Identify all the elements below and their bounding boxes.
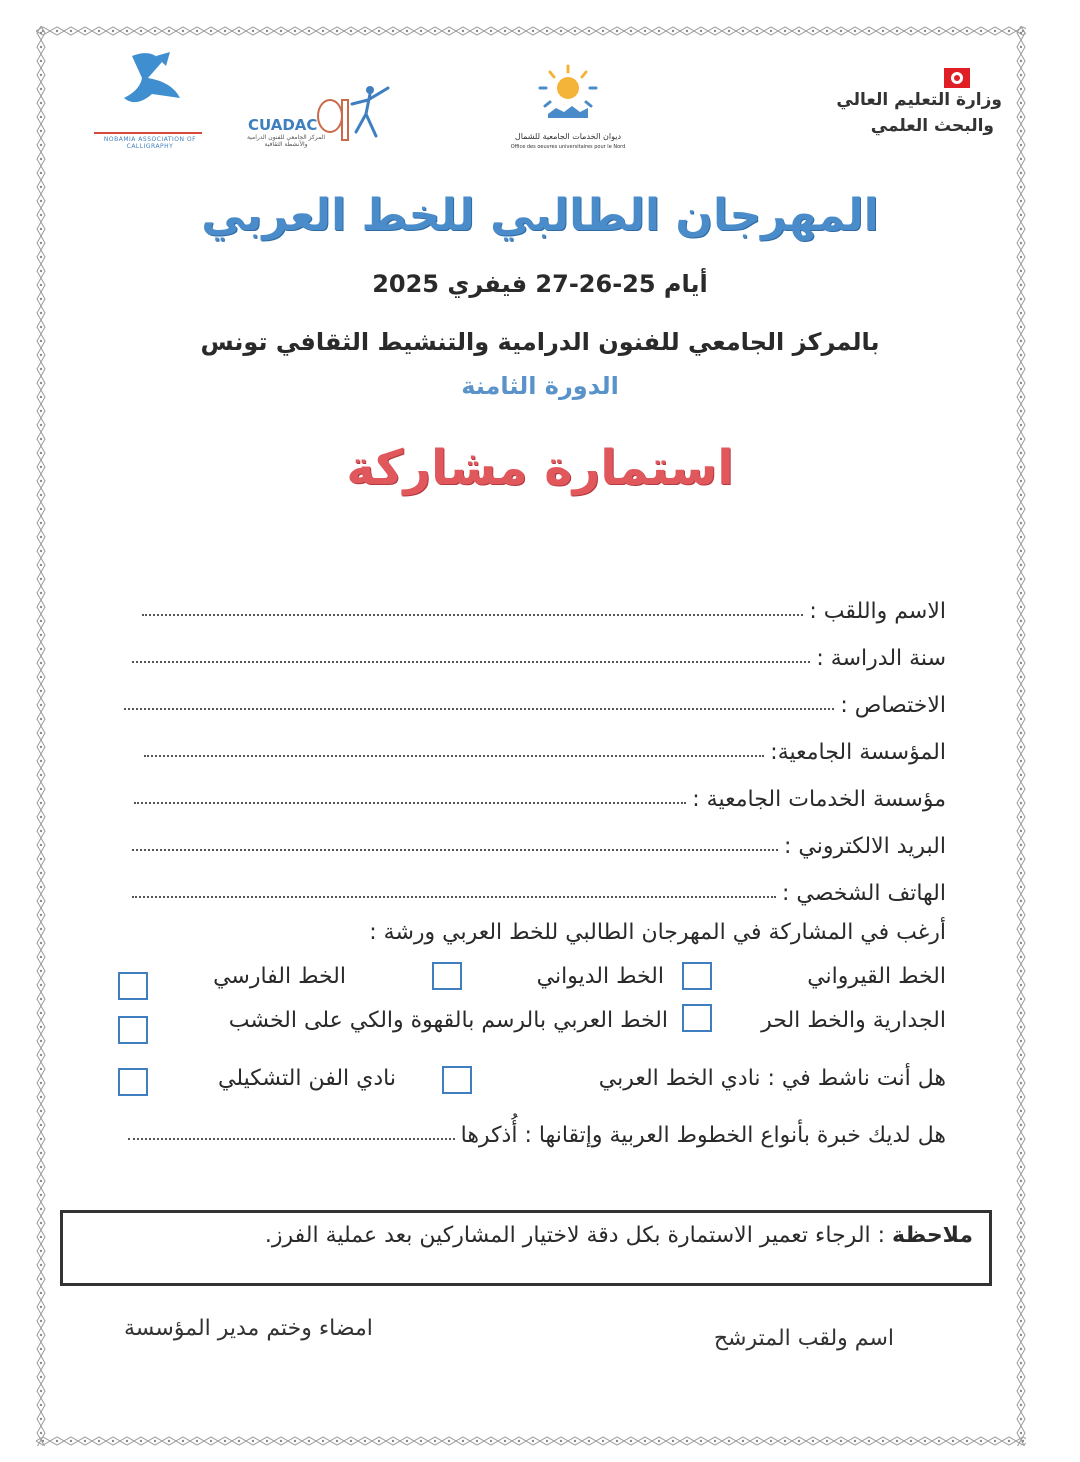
- name-field-line[interactable]: [142, 613, 803, 616]
- office-name-ar: ديوان الخدمات الجامعية للشمال: [514, 132, 622, 141]
- study-year-field-label: سنة الدراسة :: [816, 646, 946, 671]
- email-field-label: البريد الالكتروني :: [783, 834, 946, 859]
- option-diwani-label: الخط الديواني: [536, 964, 664, 989]
- festival-title: المهرجان الطالبي للخط العربي: [201, 190, 879, 241]
- note-label: ملاحظة: [892, 1223, 973, 1248]
- cuadac-name-ar: المركز الجامعي للفنون الدرامية والأنشطة الثقافية: [246, 134, 326, 148]
- option-farsi-label: الخط الفارسي: [213, 964, 346, 989]
- festival-edition: الدورة الثامنة: [461, 372, 619, 400]
- club-fine-art-label: نادي الفن التشكيلي: [217, 1066, 396, 1091]
- phone-field[interactable]: [132, 866, 946, 906]
- festival-venue: بالمركز الجامعي للفنون الدرامية والتنشيط الثقافي تونس: [200, 328, 880, 356]
- sun-icon: [508, 52, 628, 124]
- study-year-field[interactable]: [132, 631, 946, 671]
- club-question: هل أنت ناشط في : نادي الخط العربي: [598, 1066, 946, 1091]
- workshop-question: أرغب في المشاركة في المهرجان الطالبي للخط العربي ورشة :: [369, 920, 946, 945]
- association-arabic-mark: [94, 118, 202, 134]
- form-title: استمارة مشاركة: [346, 440, 734, 496]
- ministry-logo: [836, 66, 1002, 146]
- cuadac-name: CUADAC: [248, 116, 318, 134]
- note-box: [60, 1210, 992, 1286]
- experience-field[interactable]: [128, 1108, 946, 1148]
- ministry-name-line2: والبحث العلمي: [870, 116, 994, 136]
- phone-field-label: الهاتف الشخصي :: [781, 881, 946, 906]
- services-institution-field[interactable]: [134, 772, 946, 812]
- ministry-name-line1: وزارة التعليم العالي: [836, 90, 1002, 110]
- services-institution-field-label: مؤسسة الخدمات الجامعية :: [692, 787, 946, 812]
- office-logo: [508, 52, 628, 152]
- experience-field-line[interactable]: [128, 1137, 455, 1140]
- study-year-field-line[interactable]: [132, 660, 810, 663]
- masks-dancer-icon: [312, 80, 392, 146]
- name-field-label: الاسم واللقب :: [809, 599, 946, 624]
- option-coffee-wood-label: الخط العربي بالرسم بالقهوة والكي على الخشب: [228, 1008, 668, 1033]
- option-coffee-wood-checkbox[interactable]: [118, 1016, 148, 1044]
- phone-field-line[interactable]: [132, 895, 776, 898]
- director-signature: امضاء وختم مدير المؤسسة: [124, 1316, 373, 1341]
- specialty-field-line[interactable]: [124, 707, 834, 710]
- cuadac-logo: [246, 80, 392, 150]
- university-field-line[interactable]: [144, 754, 764, 757]
- option-qayrawani-label: الخط القيرواني: [807, 964, 946, 989]
- club-fine-art-checkbox[interactable]: [118, 1068, 148, 1096]
- note-text: : الرجاء تعمير الاستمارة بكل دقة لاختيار المشاركين بعد عملية الفرز.: [264, 1223, 893, 1248]
- tunisia-flag-icon: [944, 68, 970, 88]
- club-calligraphy-checkbox[interactable]: [442, 1066, 472, 1094]
- university-field-label: المؤسسة الجامعية:: [770, 740, 946, 765]
- association-name-en: NOBAMIA ASSOCIATION OF CALLIGRAPHY: [103, 136, 197, 150]
- email-field[interactable]: [132, 819, 946, 859]
- university-field[interactable]: [144, 725, 946, 765]
- option-farsi-checkbox[interactable]: [118, 972, 148, 1000]
- festival-dates: أيام 25-26-27 فيفري 2025: [372, 270, 708, 298]
- services-institution-field-line[interactable]: [134, 801, 686, 804]
- option-qayrawani-checkbox[interactable]: [682, 962, 712, 990]
- option-diwani-checkbox[interactable]: [432, 962, 462, 990]
- calligraphy-association-logo: [92, 48, 208, 154]
- calligraphy-mark-icon: [92, 48, 208, 118]
- name-field[interactable]: [142, 584, 946, 624]
- office-name-fr: Office des oeuvres universitaires pour le Nord: [510, 144, 626, 150]
- candidate-name-signature: اسم ولقب المترشح: [713, 1326, 894, 1351]
- experience-field-label: هل لديك خبرة بأنواع الخطوط العربية وإتقانها : أُذكرها: [460, 1123, 946, 1148]
- specialty-field[interactable]: [124, 678, 946, 718]
- option-mural-label: الجدارية والخط الحر: [761, 1008, 946, 1033]
- specialty-field-label: الاختصاص :: [840, 693, 946, 718]
- option-mural-checkbox[interactable]: [682, 1004, 712, 1032]
- email-field-line[interactable]: [132, 848, 778, 851]
